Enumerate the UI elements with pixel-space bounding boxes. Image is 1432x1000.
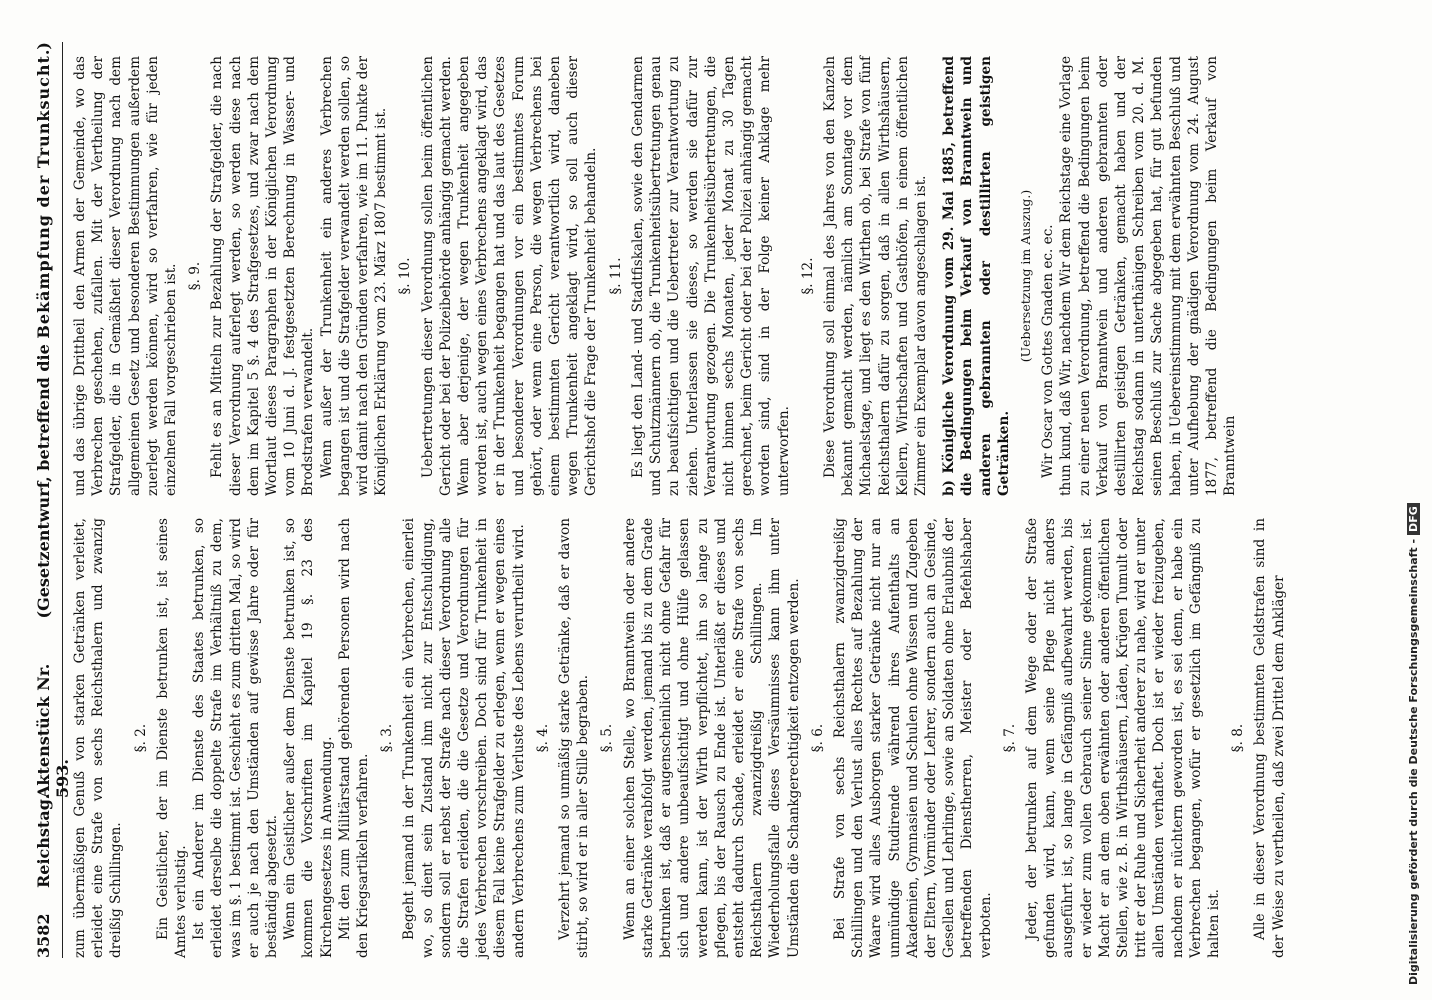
section-heading: §. 6. — [809, 723, 826, 753]
header-reichstag: Reichstag. — [34, 793, 53, 888]
paragraph: Verzehrt jemand so unmäßig starke Getränke, daß er davon stirbt, so wird er in aller Stille begraben. — [557, 518, 592, 958]
header-document-number: Aktenstück Nr. 593. — [34, 663, 72, 798]
right-column — [71, 56, 1288, 496]
paragraph: Uebertretungen dieser Verordnung sollen beim öffentlichen Gericht oder bei der Polizeibehörde anhängig gemacht werden. Wenn aber derjenige, der wegen Trunkenheit angegeben worden ist, auch wegen eines Verbrechens angeklagt wird, das er in der Trunkenheit begangen hat und das laut des Gesetzes und besonderer Verordnungen vor ein bestimmtes Forum gehört, oder wenn eine Person, die wegen Verbrechens bei einem bestimmten Gericht verantwortlich wird, daneben wegen Trunkenheit angeklagt wird, so soll auch dieser Gerichtshof die Frage der Trunkenheit behandeln. — [419, 56, 600, 496]
paragraph: Begeht jemand in der Trunkenheit ein Verbrechen, einerlei wo, so dient sein Zustand ihm nicht zur Entschuldigung, sondern soll er nebst der Strafe nach dieser Verordnung alle die Strafen erleiden, die die Gesetze und Verordnungen für jedes Verbrechen vorschreiben. Doch sind für Trunkenheit in diesem Fall keine Strafgelder zu erlegen, wenn er wegen eines andern Verbrechens zum Verluste des Lebens verurtheilt wird. — [401, 518, 527, 958]
paragraph: Alle in dieser Verordnung bestimmten Geldstrafen sind in der Weise zu vertheilen, daß zwei Drittel dem Ankläger — [1252, 518, 1287, 958]
ordinance-intro: Wir Oscar von Gottes Gnaden ec. ec. — [1040, 224, 1057, 478]
digitization-stamp: Digitalisierung gefördert durch die Deutsche Forschungsgemeinschaft -DFG — [1407, 503, 1420, 985]
paragraph: Mit den zum Militärstand gehörenden Personen wird nach den Kriegsartikeln verfahren. — [336, 518, 372, 958]
section-heading: §. 8. — [1230, 723, 1247, 753]
section-heading: §. 10. — [397, 257, 414, 295]
left-column — [71, 518, 1288, 958]
paragraph: thun kund, daß Wir, nachdem Wir dem Reichstage eine Vorlage zu einer neuen Verordnung, betreffend die Bedingungen beim Verkauf von Branntwein und anderen gebrannten oder destillirten geistigen Getränken, gemacht haben und der Reichstag sodann in unterthänigen Schreiben vom 20. d. M. seinen Beschluß zur Sache abgegeben hat, für gut befunden haben, in Uebereinstimmung mit dem erwähnten Beschluß und unter Aufhebung der gnädigen Verordnung vom 24. August 1877, betreffend die Bedingungen beim Verkauf von Branntwein — [1058, 56, 1239, 496]
page-number: 3582 — [34, 913, 53, 958]
ordinance-title: b) Königliche Verordnung vom 29. Mai 1885, betreffend die Bedingungen beim Verkauf von Branntwein und anderen gebrannten oder destillirten geistigen Getränken. — [941, 56, 1012, 496]
paragraph: zum übermäßigen Genuß von starken Getränken verleitet, erleidet eine Strafe von sechs Reichsthalern und zwanzig dreißig Schillingen. — [72, 518, 125, 958]
section-heading: §. 3. — [379, 723, 396, 753]
paragraph: Ist ein Anderer im Dienste des Staates betrunken, so erleidet derselbe die doppelte Strafe im Verhältniß zu dem, was im §. 1 bestimmt ist. Geschieht es zum dritten Mal, so wird er auch je nach den Umständen auf gewisse Jahre oder für beständig abgesetzt. — [191, 518, 281, 958]
section-heading: §. 11. — [607, 257, 624, 295]
translation-note: (Uebersetzung im Auszug.) — [1017, 189, 1033, 363]
section-heading: §. 12. — [799, 257, 816, 295]
section-heading: §. 4. — [534, 723, 551, 753]
paragraph: Jeder, der betrunken auf dem Wege oder der Straße gefunden wird, kann, wenn seine Pflege nicht anders ausgeführt ist, so lange in Gefängniß aufbewahrt werden, bis er wieder zum vollen Gebrauch seiner Sinne gekommen ist. Macht er an dem oben erwähnten oder anderen öffentlichen Stellen, wie z. B. in Wirthshäusern, Läden, Krügen Tumult oder tritt er der Ruhe und Sicherheit anderer zu nahe, wird er unter allen Umständen verhaftet. Doch ist er wieder freizugeben, nachdem er nüchtern geworden ist, es sei denn, er habe ein Verbrechen begangen, wofür er gesetzlich im Gefängniß zu halten ist. — [1023, 518, 1222, 958]
header-subject: (Gesetzentwurf, betreffend die Bekämpfung der Trunksucht.) — [34, 42, 53, 619]
paragraph: Ein Geistlicher, der im Dienste betrunken ist, ist seines Amtes verlustig. — [154, 518, 190, 958]
section-heading: §. 5. — [599, 723, 616, 753]
paragraph: und das übrige Drittheil den Armen der Gemeinde, wo das Verbrechen geschehen, zufallen. Mit der Vertheilung der Strafgelder, die in Gemäßheit dieser Verordnung nach dem allgemeinen Gesetz und besonderen Bestimmungen außerdem zuerlegt werden können, wird so verfahren, wie für jeden einzelnen Fall vorgeschrieben ist. — [72, 56, 180, 496]
section-heading: §. 9. — [187, 261, 204, 291]
running-header — [34, 42, 72, 958]
paragraph: Wenn außer der Trunkenheit ein anderes Verbrechen begangen ist und die Strafgelder verwandelt werden sollen, so wird damit nach den Gründen verfahren, wie im 11. Punkte der Königlichen Erklärung vom 23. März 1807 bestimmt ist. — [318, 56, 390, 496]
paragraph: Bei Strafe von sechs Reichsthalern zwanzigdreißig Schillingen und den Verlust alles Rechtes auf Bezahlung der Waare wird alles Ausborgen starker Getränke nicht nur an unmündige Studirende während ihres Aufenthalts an Akademien, Gymnasien und Schulen ohne Wissen und Zugeben der Eltern, Vormünder oder Lehrer, sondern auch an Gesinde, Gesellen und Lehrlinge, sowie an Soldaten ohne Erlaubniß der betreffenden Dienstherren, Meister oder Befehlshaber verboten. — [831, 518, 994, 958]
section-heading: §. 7. — [1001, 723, 1018, 753]
paragraph: Es liegt den Land- und Stadtfiskalen, sowie den Gendarmen und Schutzmännern ob, die Trunkenheitsübertretungen genau zu beaufsichtigen und die Uebertreter zur Verantwortung zu ziehen. Unterlassen sie dieses, so werden sie dafür zur Verantwortung gezogen. Die Trunkenheitsübertretungen, die nicht binnen sechs Monaten, jeder Monat zu 30 Tagen gerechnet, beim Gericht oder bei der Polizei anhängig gemacht worden sind, sind in der Folge keiner Anklage mehr unterworfen. — [629, 56, 792, 496]
section-heading: §. 2. — [132, 723, 149, 753]
paragraph: Wenn ein Geistlicher außer dem Dienste betrunken ist, so kommen die Vorschriften im Kapitel 19 §. 23 des Kirchengesetzes in Anwendung. — [282, 518, 335, 958]
paragraph: Fehlt es an Mitteln zur Bezahlung der Strafgelder, die nach dieser Verordnung auferlegt werden, so werden diese nach dem im Kapitel 5 §. 4 des Strafgesetzes, und zwar nach dem Wortlaut dieses Paragraphen in der Königlichen Verordnung vom 10 Juni d. J. festgesetzten Berechnung in Wasser- und Brodstrafen verwandelt. — [209, 56, 317, 496]
paragraph: Wenn an einer solchen Stelle, wo Branntwein oder andere starke Getränke verabfolgt werden, jemand bis zu dem Grade betrunken ist, daß er augenscheinlich nicht ohne Gefahr für sich und andere unbeaufsichtigt und ohne Hülfe gelassen werden kann, ist der Wirth verpflichtet, ihn so lange zu pflegen, bis der Rausch zu Ende ist. Unterläßt er dieses und entsteht dadurch Schade, erleidet er eine Strafe von sechs Reichsthalern zwanzigdreißig Schillingen. Im Wiederholungsfalle dieses Versäumnisses kann ihm unter Umständen die Schankgerechtigkeit entzogen werden. — [621, 518, 802, 958]
dfg-logo: DFG — [1407, 503, 1420, 535]
rotated-document-page — [20, 20, 1415, 980]
paragraph: Diese Verordnung soll einmal des Jahres von den Kanzeln bekannt gemacht werden, nämlich am Sonntage vor dem Michaelstage, und liegt es den Wirthen ob, bei Strafe von fünf Reichsthalern dafür zu sorgen, daß in allen Wirthshäusern, Kellern, Wirthschaften und Gasthöfen, in einem öffentlichen Zimmer ein Exemplar davon angeschlagen ist. — [821, 56, 929, 496]
